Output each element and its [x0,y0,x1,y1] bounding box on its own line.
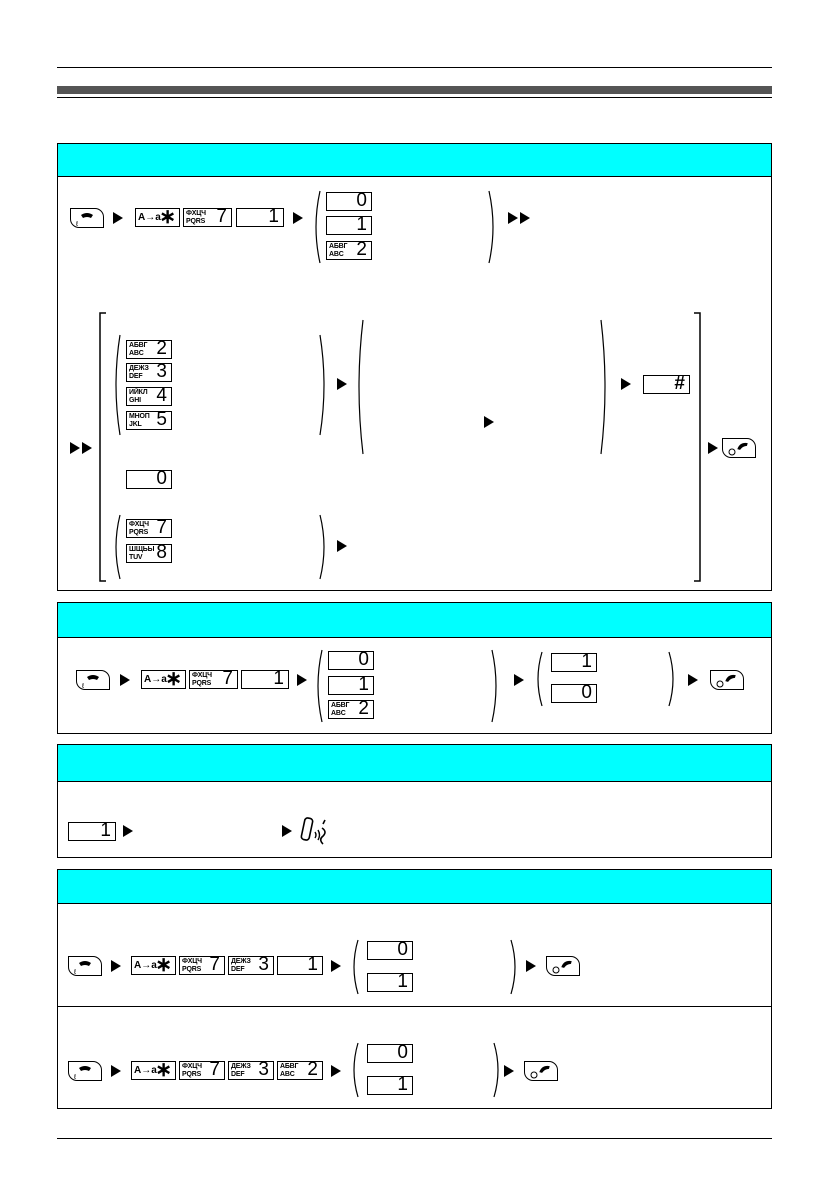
key-7[interactable]: ФХЦЧ PQRS 7 [179,956,225,975]
section-4-divider [58,1006,771,1007]
double-arrow-b [82,442,92,454]
svg-text:ℓ: ℓ [82,683,85,690]
paren-left [353,318,365,456]
arrow [331,960,341,972]
key-1[interactable]: 1 [326,216,372,235]
key-1[interactable]: 1 [551,653,597,672]
double-arrow-a [508,212,518,224]
arrow [282,825,292,837]
talk-key-icon[interactable] [76,670,110,690]
title-bar [57,86,772,94]
svg-text:ℓ: ℓ [76,221,79,228]
section-2-header [58,603,771,638]
paren-left [312,648,324,724]
arrow [331,1065,341,1077]
key-0[interactable]: 0 [551,684,597,703]
key-3[interactable]: ДЕЖЗ DEF 3 [228,956,274,975]
key-1[interactable]: 1 [367,973,413,992]
off-key-icon[interactable] [722,438,756,458]
talk-key-icon[interactable] [70,208,104,228]
key-1[interactable]: 1 [236,208,284,227]
arrow [514,674,524,686]
bottom-rule [57,1138,772,1139]
arrow [293,212,303,224]
paren-left [110,513,122,581]
key-star[interactable]: A→a ∗ [131,1061,176,1080]
arrow [688,674,698,686]
key-0[interactable]: 0 [126,470,172,489]
paren-left [110,333,122,437]
double-arrow-b [520,212,530,224]
key-2[interactable]: АБВГ ABC 2 [277,1061,323,1080]
key-7[interactable]: ФХЦЧ PQRS 7 [126,519,172,538]
paren-right [490,648,502,724]
speaking-handset-icon [297,814,335,852]
key-0[interactable]: 0 [328,651,374,670]
key-star[interactable]: A→a ∗ [141,670,186,689]
arrow [297,674,307,686]
paren-left [532,650,544,708]
paren-right [667,650,679,708]
talk-key-icon[interactable] [68,956,102,976]
key-2[interactable]: АБВГ ABC 2 [326,241,372,260]
key-7[interactable]: ФХЦЧ PQRS 7 [179,1061,225,1080]
double-arrow-a [70,442,80,454]
paren-left [310,189,322,265]
paren-right [509,938,521,996]
key-7[interactable]: ФХЦЧ PQRS 7 [189,670,238,689]
bracket-right [692,312,702,582]
section-1-header [58,144,771,177]
arrow [708,442,718,454]
section-4-header [58,870,771,904]
key-4[interactable]: ИЙКЛ GHI 4 [126,387,172,406]
paren-right [487,189,499,265]
paren-left [348,938,360,996]
off-key-icon[interactable] [710,670,744,690]
talk-key-icon[interactable] [68,1061,102,1081]
key-8[interactable]: ШЩЬЫ TUV 8 [126,544,172,563]
title-bar-underline [57,97,772,98]
key-2[interactable]: АБВГ ABC 2 [328,700,374,719]
arrow [120,674,130,686]
paren-left [348,1041,360,1099]
section-3 [57,744,772,858]
key-5[interactable]: МНОП JKL 5 [126,411,172,430]
bracket-left [98,312,108,582]
paren-right [492,1041,504,1099]
key-1[interactable]: 1 [277,956,323,975]
off-key-icon[interactable] [546,956,580,976]
arrow [504,1065,514,1077]
arrow [111,1065,121,1077]
svg-text:ℓ: ℓ [74,1074,77,1081]
key-star[interactable]: A→a ∗ [131,956,176,975]
key-1[interactable]: 1 [68,822,116,841]
svg-text:ℓ: ℓ [74,969,77,976]
arrow [621,378,631,390]
key-7[interactable]: ФХЦЧ PQRS 7 [183,208,232,227]
key-2[interactable]: АБВГ ABC 2 [126,340,172,359]
key-3[interactable]: ДЕЖЗ DEF 3 [228,1061,274,1080]
key-star[interactable]: A→a ∗ [135,208,180,227]
key-0[interactable]: 0 [326,192,372,211]
section-3-header [58,745,771,782]
key-1[interactable]: 1 [241,670,289,689]
key-0[interactable]: 0 [367,941,413,960]
paren-right [599,318,611,456]
arrow [113,212,123,224]
key-1[interactable]: 1 [328,676,374,695]
key-0[interactable]: 0 [367,1044,413,1063]
paren-right [318,513,330,581]
arrow [123,825,133,837]
off-key-icon[interactable] [524,1061,558,1081]
top-rule [57,67,772,68]
arrow [337,378,347,390]
arrow [526,960,536,972]
key-3[interactable]: ДЕЖЗ DEF 3 [126,363,172,382]
arrow [337,540,347,552]
key-1[interactable]: 1 [367,1076,413,1095]
paren-right [318,333,330,437]
arrow [484,416,494,428]
arrow [111,960,121,972]
key-hash[interactable]: # [643,375,690,394]
